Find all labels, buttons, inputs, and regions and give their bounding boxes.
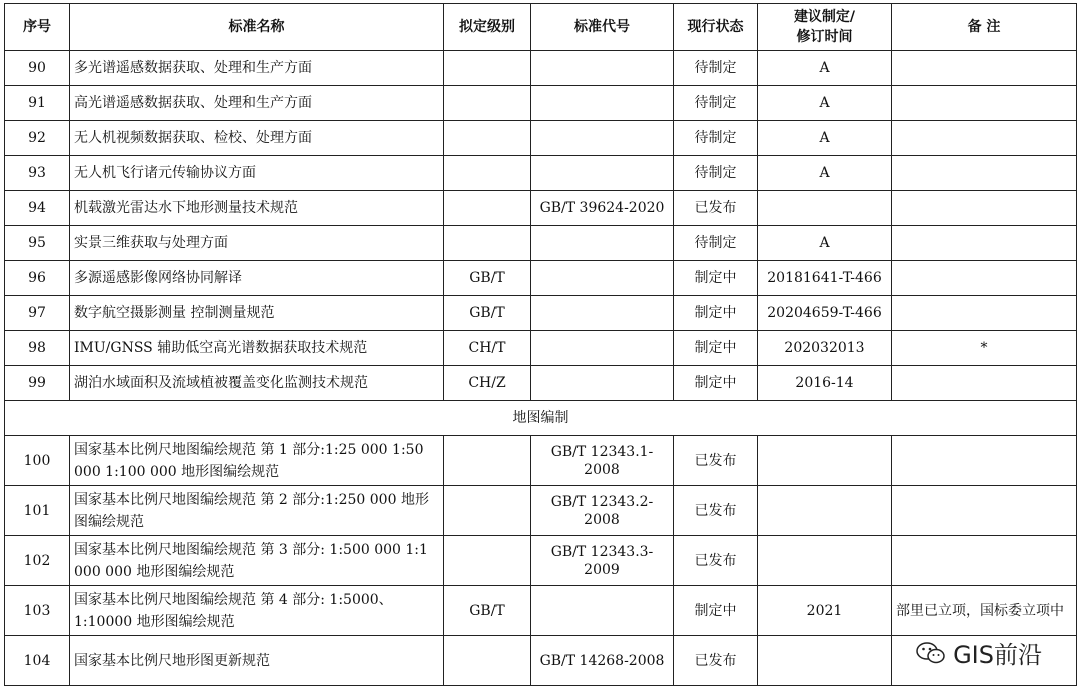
cell-time: A xyxy=(758,86,892,121)
cell-status: 待制定 xyxy=(674,86,758,121)
cell-name: 无人机飞行诸元传输协议方面 xyxy=(70,156,444,191)
cell-remark xyxy=(892,436,1077,486)
header-code: 标准代号 xyxy=(531,4,674,51)
cell-name: 机载激光雷达水下地形测量技术规范 xyxy=(70,191,444,226)
cell-code: GB/T 14268-2008 xyxy=(531,636,674,686)
cell-name: 湖泊水域面积及流域植被覆盖变化监测技术规范 xyxy=(70,366,444,401)
cell-level: GB/T xyxy=(444,586,531,636)
cell-remark xyxy=(892,261,1077,296)
cell-code xyxy=(531,331,674,366)
cell-remark xyxy=(892,121,1077,156)
cell-code xyxy=(531,586,674,636)
cell-level xyxy=(444,51,531,86)
header-time: 建议制定/ 修订时间 xyxy=(758,4,892,51)
cell-code: GB/T 39624-2020 xyxy=(531,191,674,226)
cell-code xyxy=(531,226,674,261)
cell-status: 已发布 xyxy=(674,636,758,686)
table-row xyxy=(5,156,1077,191)
cell-level xyxy=(444,156,531,191)
cell-status: 待制定 xyxy=(674,156,758,191)
cell-no: 103 xyxy=(5,586,70,636)
cell-time: A xyxy=(758,121,892,156)
section-title: 地图编制 xyxy=(5,401,1077,436)
cell-status: 制定中 xyxy=(674,366,758,401)
cell-time: 20181641-T-466 xyxy=(758,261,892,296)
cell-status: 制定中 xyxy=(674,586,758,636)
cell-remark xyxy=(892,86,1077,121)
cell-level: CH/T xyxy=(444,331,531,366)
cell-no: 95 xyxy=(5,226,70,261)
table-row xyxy=(5,486,1077,536)
wechat-icon xyxy=(915,641,947,665)
cell-name: 国家基本比例尺地图编绘规范 第 4 部分: 1:5000、1:10000 地形图编绘规范 xyxy=(70,586,444,636)
cell-code xyxy=(531,86,674,121)
cell-remark xyxy=(892,156,1077,191)
table-row xyxy=(5,366,1077,401)
cell-no: 94 xyxy=(5,191,70,226)
cell-time: 2021 xyxy=(758,586,892,636)
cell-code: GB/T 12343.2-2008 xyxy=(531,486,674,536)
cell-time xyxy=(758,436,892,486)
cell-status: 制定中 xyxy=(674,296,758,331)
standards-table xyxy=(4,3,1077,686)
cell-no: 97 xyxy=(5,296,70,331)
cell-no: 93 xyxy=(5,156,70,191)
cell-remark xyxy=(892,296,1077,331)
cell-no: 92 xyxy=(5,121,70,156)
table-row xyxy=(5,226,1077,261)
cell-name: 多光谱遥感数据获取、处理和生产方面 xyxy=(70,51,444,86)
cell-no: 91 xyxy=(5,86,70,121)
cell-status: 制定中 xyxy=(674,261,758,296)
cell-code xyxy=(531,51,674,86)
header-row xyxy=(5,4,1077,51)
cell-no: 101 xyxy=(5,486,70,536)
table-row xyxy=(5,51,1077,86)
cell-level xyxy=(444,436,531,486)
cell-level xyxy=(444,121,531,156)
cell-level xyxy=(444,86,531,121)
cell-time: A xyxy=(758,51,892,86)
cell-no: 98 xyxy=(5,331,70,366)
cell-remark: 部里已立项，国标委立项中 xyxy=(892,586,1077,636)
cell-code: GB/T 12343.1-2008 xyxy=(531,436,674,486)
cell-code xyxy=(531,366,674,401)
cell-name: 无人机视频数据获取、检校、处理方面 xyxy=(70,121,444,156)
cell-name: 国家基本比例尺地形图更新规范 xyxy=(70,636,444,686)
cell-status: 制定中 xyxy=(674,331,758,366)
section-row xyxy=(5,401,1077,436)
cell-name: IMU/GNSS 辅助低空高光谱数据获取技术规范 xyxy=(70,331,444,366)
cell-time: 2016-14 xyxy=(758,366,892,401)
cell-code xyxy=(531,121,674,156)
table-row xyxy=(5,536,1077,586)
table-row xyxy=(5,121,1077,156)
header-no: 序号 xyxy=(5,4,70,51)
cell-status: 已发布 xyxy=(674,191,758,226)
header-name: 标准名称 xyxy=(70,4,444,51)
cell-remark xyxy=(892,486,1077,536)
cell-code xyxy=(531,156,674,191)
cell-remark xyxy=(892,536,1077,586)
header-status: 现行状态 xyxy=(674,4,758,51)
table-row xyxy=(5,261,1077,296)
cell-level xyxy=(444,226,531,261)
cell-no: 100 xyxy=(5,436,70,486)
header-level: 拟定级别 xyxy=(444,4,531,51)
cell-level xyxy=(444,191,531,226)
cell-remark: * xyxy=(892,331,1077,366)
cell-level: CH/Z xyxy=(444,366,531,401)
cell-level: GB/T xyxy=(444,261,531,296)
cell-remark xyxy=(892,191,1077,226)
table-row xyxy=(5,586,1077,636)
cell-name: 实景三维获取与处理方面 xyxy=(70,226,444,261)
cell-code xyxy=(531,261,674,296)
cell-no: 104 xyxy=(5,636,70,686)
cell-no: 90 xyxy=(5,51,70,86)
cell-name: 数字航空摄影测量 控制测量规范 xyxy=(70,296,444,331)
cell-time xyxy=(758,191,892,226)
cell-name: 国家基本比例尺地图编绘规范 第 1 部分:1:25 000 1:50 000 1:100 000 地形图编绘规范 xyxy=(70,436,444,486)
cell-status: 待制定 xyxy=(674,226,758,261)
cell-level xyxy=(444,636,531,686)
cell-status: 待制定 xyxy=(674,51,758,86)
cell-remark xyxy=(892,51,1077,86)
cell-time xyxy=(758,636,892,686)
table-row xyxy=(5,191,1077,226)
cell-name: 国家基本比例尺地图编绘规范 第 2 部分:1:250 000 地形图编绘规范 xyxy=(70,486,444,536)
cell-name: 多源遥感影像网络协同解译 xyxy=(70,261,444,296)
table-row xyxy=(5,86,1077,121)
cell-no: 99 xyxy=(5,366,70,401)
cell-no: 102 xyxy=(5,536,70,586)
cell-time: A xyxy=(758,226,892,261)
cell-level xyxy=(444,486,531,536)
cell-name: 国家基本比例尺地图编绘规范 第 3 部分: 1:500 000 1:1 000 000 地形图编绘规范 xyxy=(70,536,444,586)
cell-time xyxy=(758,536,892,586)
cell-level: GB/T xyxy=(444,296,531,331)
cell-name: 高光谱遥感数据获取、处理和生产方面 xyxy=(70,86,444,121)
cell-code xyxy=(531,296,674,331)
cell-time xyxy=(758,486,892,536)
cell-level xyxy=(444,536,531,586)
cell-status: 已发布 xyxy=(674,486,758,536)
table-row xyxy=(5,436,1077,486)
cell-status: 已发布 xyxy=(674,436,758,486)
cell-status: 已发布 xyxy=(674,536,758,586)
header-remark: 备 注 xyxy=(892,4,1077,51)
cell-no: 96 xyxy=(5,261,70,296)
watermark xyxy=(915,635,1042,670)
table-row xyxy=(5,296,1077,331)
cell-status: 待制定 xyxy=(674,121,758,156)
watermark-text: GIS前沿 xyxy=(953,641,1042,669)
cell-time: 20204659-T-466 xyxy=(758,296,892,331)
cell-remark xyxy=(892,366,1077,401)
table-row xyxy=(5,331,1077,366)
cell-remark xyxy=(892,226,1077,261)
cell-time: 202032013 xyxy=(758,331,892,366)
cell-code: GB/T 12343.3-2009 xyxy=(531,536,674,586)
cell-time: A xyxy=(758,156,892,191)
